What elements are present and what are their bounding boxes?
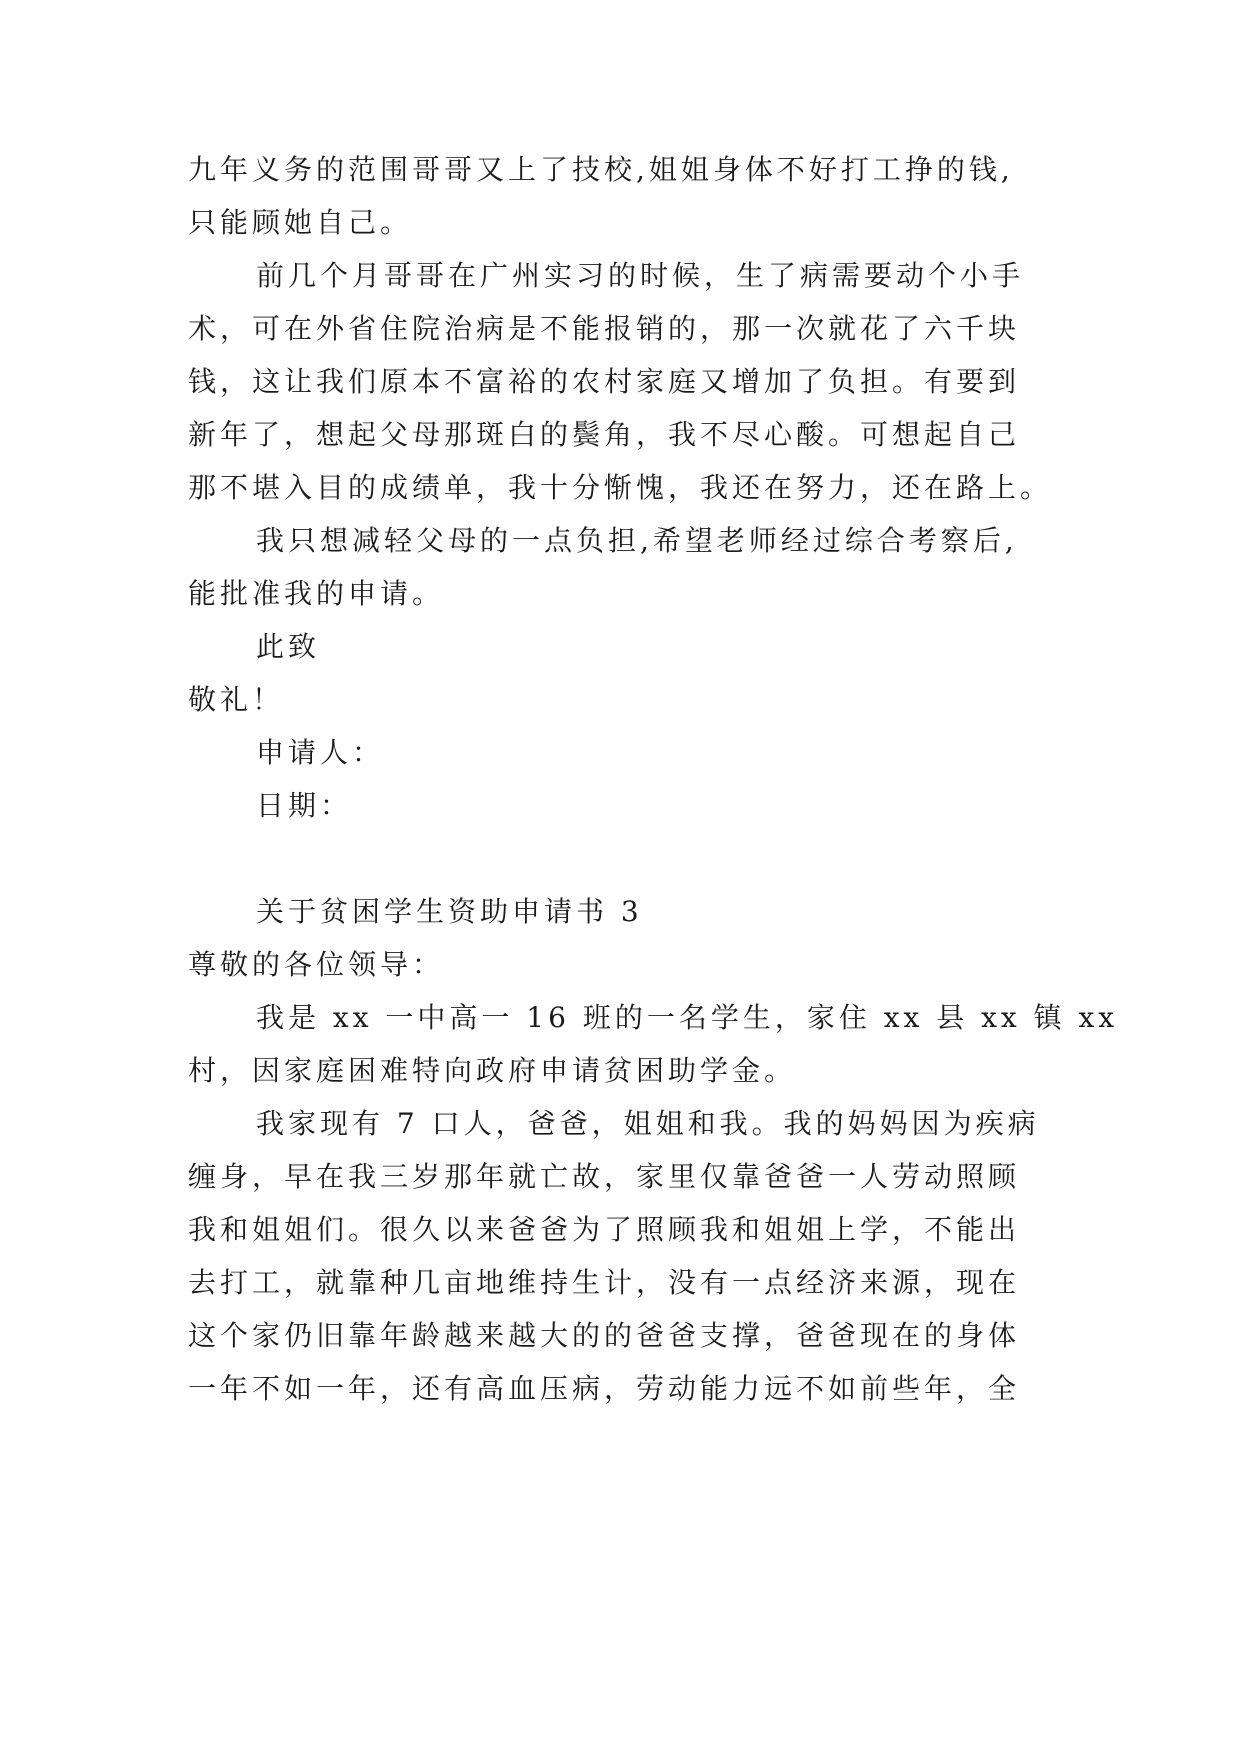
body-text-line: 九年义务的范围哥哥又上了技校,姐姐身体不好打工挣的钱,	[188, 153, 1014, 186]
body-text-line: 去打工，就靠种几亩地维持生计，没有一点经济来源，现在	[188, 1266, 1021, 1299]
body-text-line: 新年了，想起父母那斑白的鬓角，我不尽心酸。可想起自己	[188, 418, 1021, 451]
body-text-line: 我只想减轻父母的一点负担,希望老师经过综合考察后,	[256, 524, 1018, 557]
body-text-line: 前几个月哥哥在广州实习的时候，生了病需要动个小手	[256, 259, 1025, 292]
closing-jingli: 敬礼！	[188, 683, 285, 716]
body-text-line: 我是 xx 一中高一 16 班的一名学生，家住 xx 县 xx 镇 xx	[256, 1001, 1119, 1034]
applicant-label: 申请人：	[256, 736, 385, 769]
body-text-line: 这个家仍旧靠年龄越来越大的的爸爸支撑，爸爸现在的身体	[188, 1319, 1021, 1352]
body-text-line: 村，因家庭困难特向政府申请贫困助学金。	[188, 1054, 797, 1087]
body-text-line: 钱，这让我们原本不富裕的农村家庭又增加了负担。有要到	[188, 365, 1021, 398]
closing-cizhi: 此致	[256, 630, 321, 663]
salutation: 尊敬的各位领导：	[188, 948, 445, 981]
body-text-line: 术，可在外省住院治病是不能报销的，那一次就花了六千块	[188, 312, 1021, 345]
body-text-line: 一年不如一年，还有高血压病，劳动能力远不如前些年，全	[188, 1372, 1021, 1405]
body-text-line: 只能顾她自己。	[188, 206, 413, 239]
body-text-line: 我和姐姐们。很久以来爸爸为了照顾我和姐姐上学，不能出	[188, 1213, 1021, 1246]
section-title: 关于贫困学生资助申请书 3	[256, 895, 643, 928]
body-text-line: 能批准我的申请。	[188, 577, 445, 610]
body-text-line: 那不堪入目的成绩单，我十分惭愧，我还在努力，还在路上。	[188, 471, 1053, 504]
body-text-line: 缠身，早在我三岁那年就亡故，家里仅靠爸爸一人劳动照顾	[188, 1160, 1021, 1193]
date-label: 日期：	[256, 789, 353, 822]
body-text-line: 我家现有 7 口人，爸爸，姐姐和我。我的妈妈因为疾病	[256, 1107, 1040, 1140]
